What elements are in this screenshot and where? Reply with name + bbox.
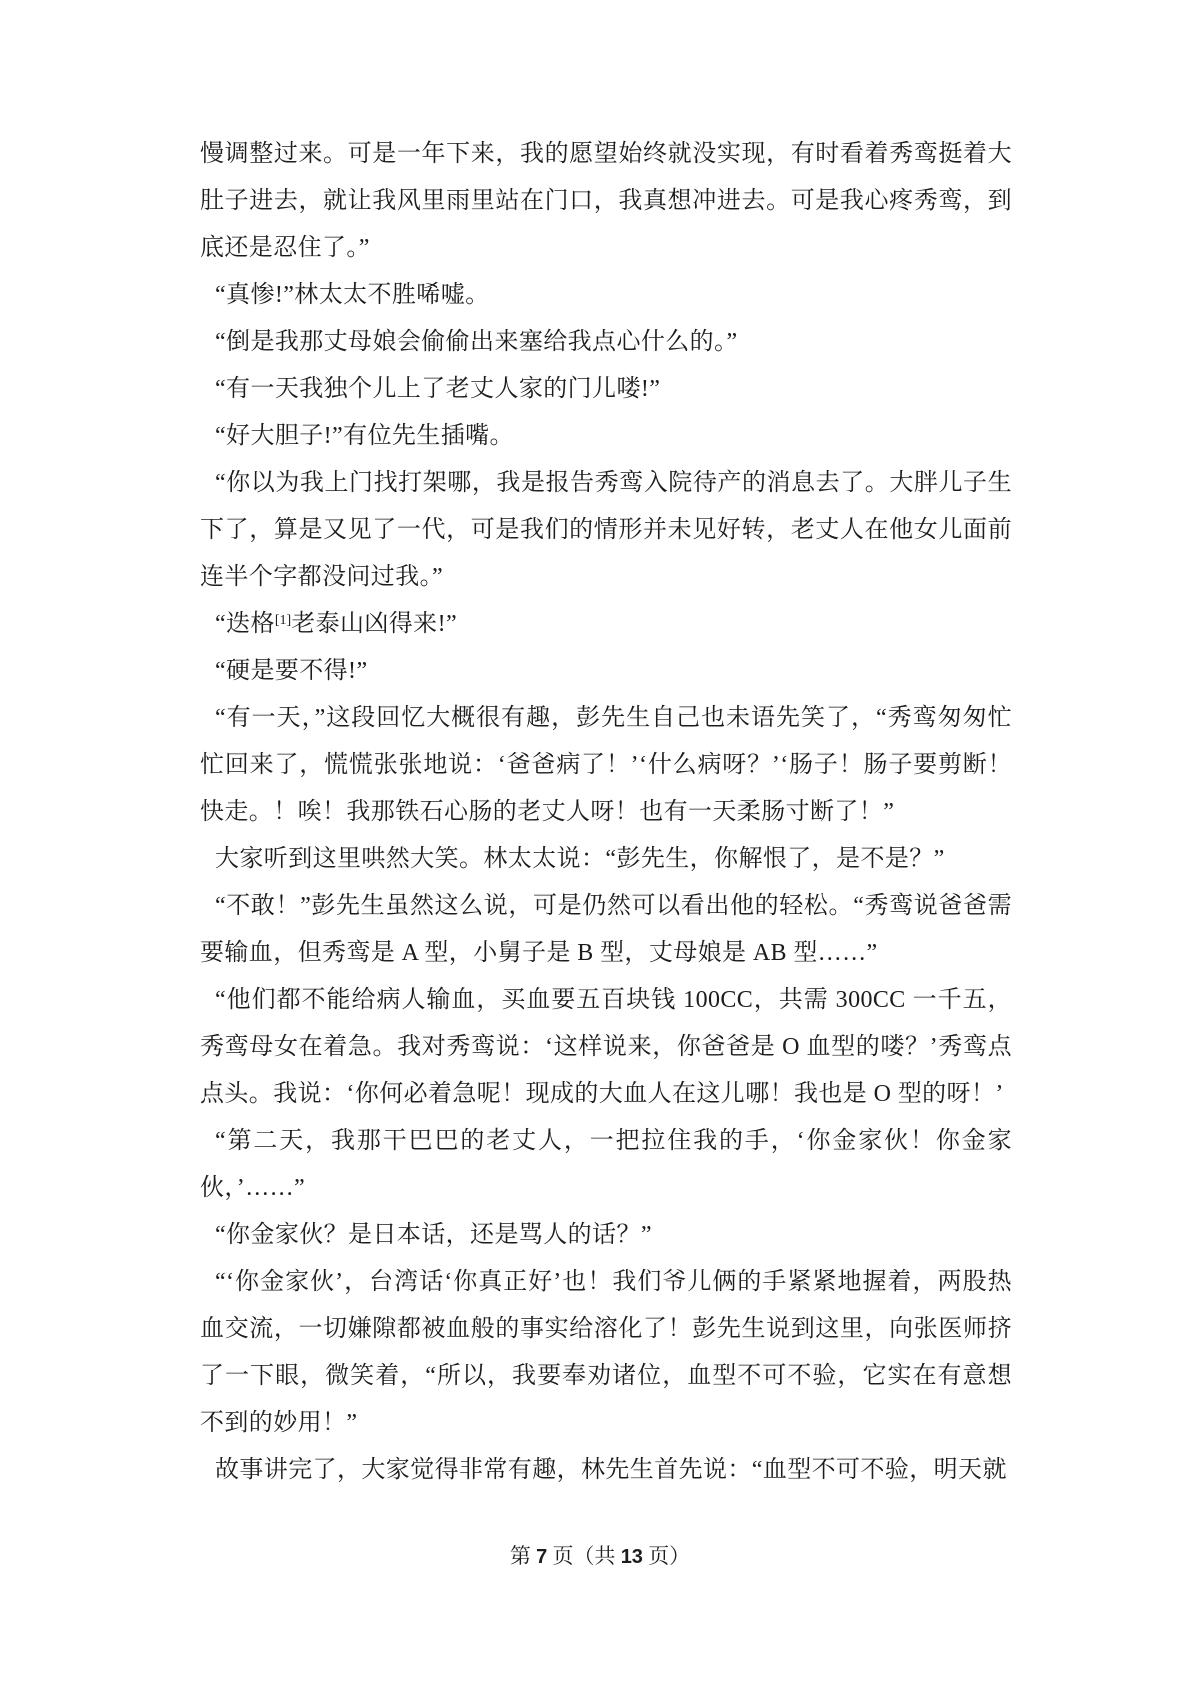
paragraph <box>200 319 1012 366</box>
paragraph <box>200 1118 1012 1212</box>
paragraph-text: “硬是要不得!” <box>215 658 368 684</box>
document-body <box>200 131 1012 1494</box>
paragraph <box>200 883 1012 977</box>
paragraph-text: 慢调整过来。可是一年下来，我的愿望始终就没实现，有时看着秀鸾挺着大肚子进去，就让我风里雨里站在门口，我真想冲进去。可是我心疼秀鸾，到底还是忍住了。” <box>200 141 1012 261</box>
paragraph <box>200 648 1012 695</box>
paragraph-text: 故事讲完了，大家觉得非常有趣，林先生首先说：“血型不可不验，明天就 <box>215 1457 1007 1483</box>
paragraph-text: “你以为我上门找打架哪，我是报告秀鸾入院待产的消息去了。大胖儿子生下了，算是又见了一代，可是我们的情形并未见好转，老丈人在他女儿面前连半个字都没问过我。” <box>200 470 1012 590</box>
footer-page-number: 7 <box>536 1546 548 1568</box>
footnote-marker: [1] <box>274 613 292 628</box>
paragraph-text: “真惨!”林太太不胜唏嘘。 <box>215 282 490 308</box>
paragraph <box>200 413 1012 460</box>
paragraph <box>200 1259 1012 1447</box>
paragraph-text: “第二天，我那干巴巴的老丈人，一把拉住我的手，‘你金家伙！你金家伙，’……” <box>200 1128 1012 1201</box>
paragraph <box>200 1212 1012 1259</box>
paragraph-text: 大家听到这里哄然大笑。林太太说：“彭先生，你解恨了，是不是？” <box>215 846 945 872</box>
footer-text-suffix: 页） <box>642 1544 691 1568</box>
paragraph <box>200 695 1012 836</box>
paragraph-text: “不敢！”彭先生虽然这么说，可是仍然可以看出他的轻松。“秀鸾说爸爸需要输血，但秀鸾是 A 型，小舅子是 B 型，丈母娘是 AB 型……” <box>200 893 1012 966</box>
paragraph-text: “你金家伙？是日本话，还是骂人的话？” <box>215 1222 652 1248</box>
paragraph <box>200 977 1012 1118</box>
paragraph <box>200 601 1012 648</box>
paragraph <box>200 1447 1012 1494</box>
paragraph-text: 老泰山凶得来!” <box>291 611 458 637</box>
paragraph <box>200 131 1012 272</box>
paragraph-text: “‘你金家伙’，台湾话‘你真正好’也！我们爷儿俩的手紧紧地握着，两股热血交流，一切嫌隙都被血般的事实给溶化了！彭先生说到这里，向张医师挤了一下眼，微笑着，“所以，我要奉劝诸位，血型不可不验，它实在有意想不到的妙用！” <box>200 1269 1012 1436</box>
footer-total-pages: 13 <box>620 1546 643 1568</box>
paragraph-text: “好大胆子!”有位先生插嘴。 <box>215 423 514 449</box>
paragraph <box>200 836 1012 883</box>
footer-text-middle: 页（共 <box>547 1544 621 1568</box>
footer-text-prefix: 第 <box>509 1544 537 1568</box>
page-footer <box>0 1541 1200 1572</box>
paragraph <box>200 272 1012 319</box>
paragraph-text: “他们都不能给病人输血，买血要五百块钱 100CC，共需 300CC 一千五，秀鸾母女在着急。我对秀鸾说：‘这样说来，你爸爸是 O 血型的喽？’秀鸾点点头。我说：‘你何必着急呢！现成的大血人在这儿哪！我也是 O 型的呀！’ <box>200 987 1012 1107</box>
paragraph <box>200 460 1012 601</box>
paragraph-text: “有一天，”这段回忆大概很有趣，彭先生自己也未语先笑了，“秀鸾匆匆忙忙回来了，慌慌张张地说：‘爸爸病了！’‘什么病呀？’‘肠子！肠子要剪断！快走。！唉！我那铁石心肠的老丈人呀！也有一天柔肠寸断了！” <box>200 705 1012 825</box>
paragraph-text: “倒是我那丈母娘会偷偷出来塞给我点心什么的。” <box>215 329 738 355</box>
paragraph <box>200 366 1012 413</box>
paragraph-text: “迭格 <box>215 611 275 637</box>
paragraph-text: “有一天我独个儿上了老丈人家的门儿喽!” <box>215 376 661 402</box>
